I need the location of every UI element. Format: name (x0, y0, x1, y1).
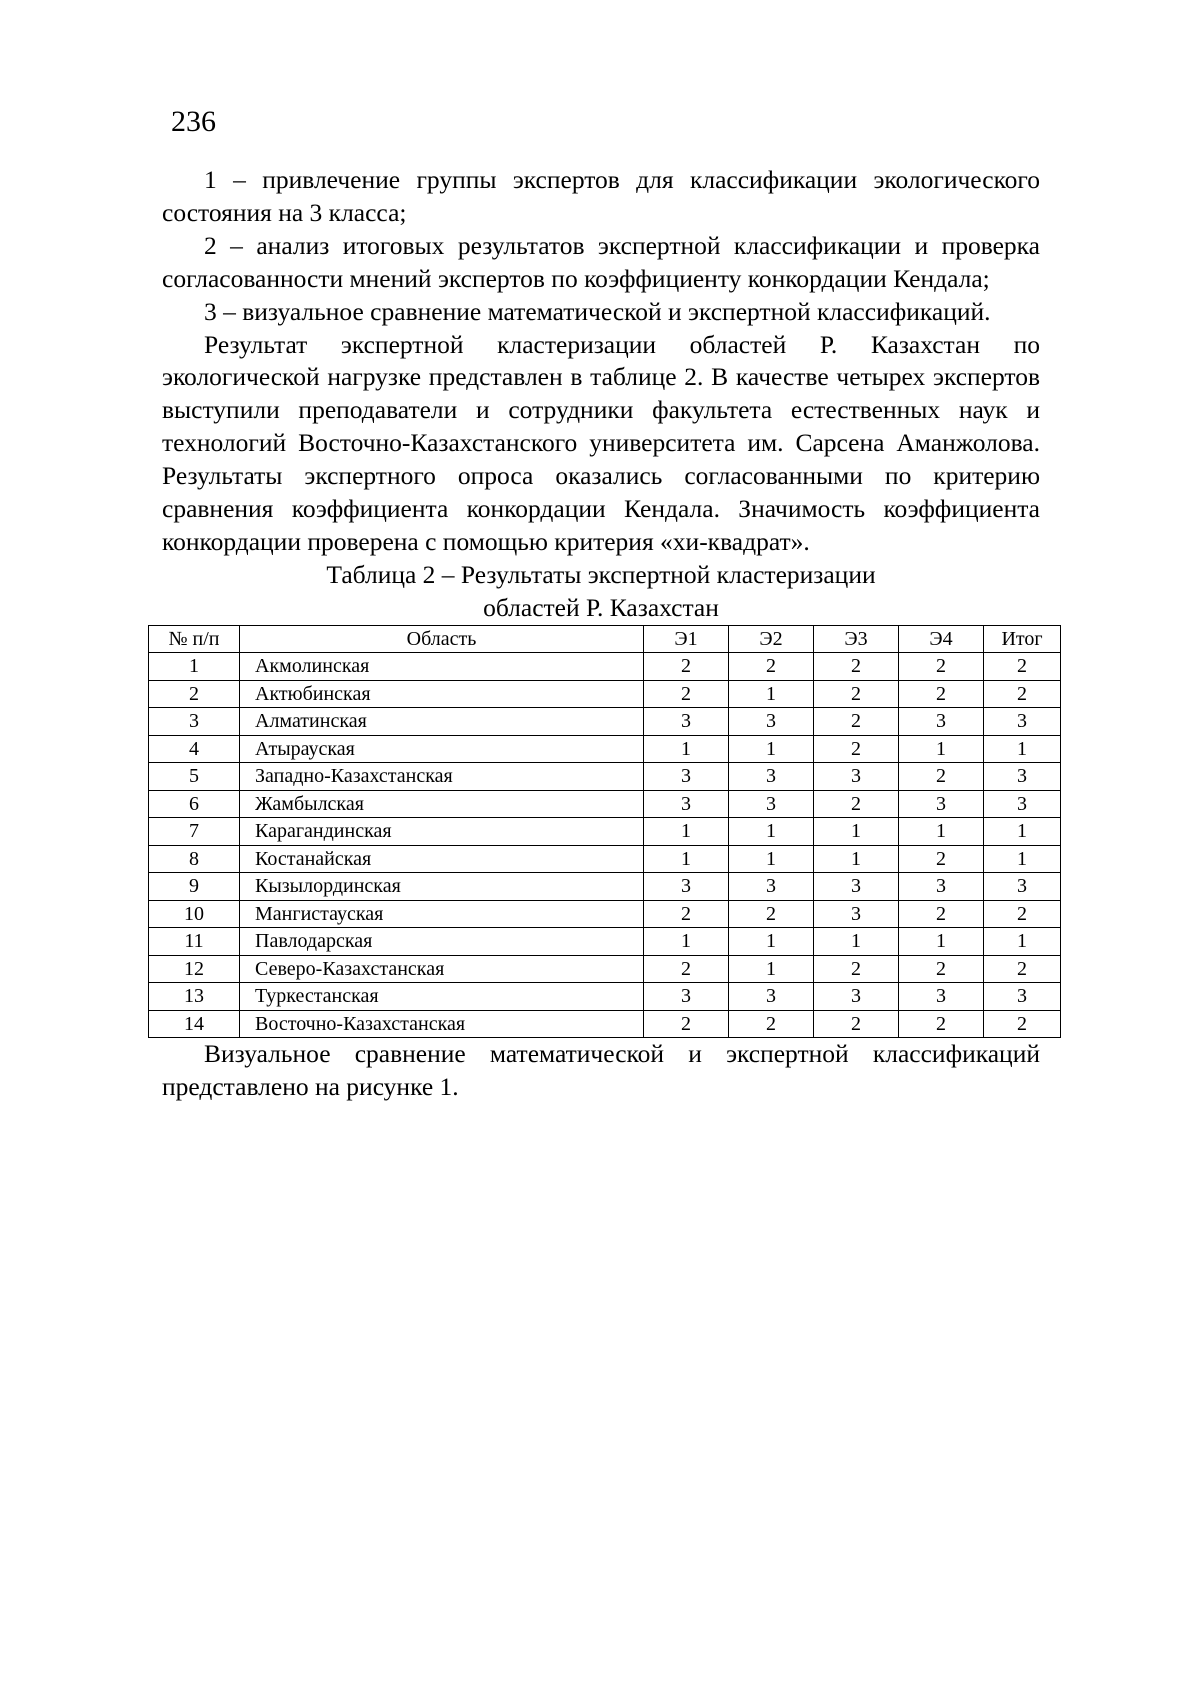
table-row (149, 708, 1061, 736)
table-row (149, 818, 1061, 846)
expert-1-class: 2 (644, 1010, 729, 1038)
region-name: Алматинская (240, 708, 644, 736)
expert-1-class: 3 (644, 873, 729, 901)
region-name: Акмолинская (240, 653, 644, 681)
table-row (149, 735, 1061, 763)
total-class: 2 (984, 900, 1061, 928)
header-region: Область (240, 625, 644, 653)
expert-3-class: 2 (814, 708, 899, 736)
row-number: 12 (149, 955, 240, 983)
expert-1-class: 2 (644, 955, 729, 983)
expert-4-class: 3 (899, 790, 984, 818)
expert-4-class: 2 (899, 763, 984, 791)
list-item-3: 3 – визуальное сравнение математической и экспертной классификаций. (204, 296, 991, 326)
row-number: 13 (149, 983, 240, 1011)
row-number: 7 (149, 818, 240, 846)
closing-paragraph: Визуальное сравнение математической и экспертной классификаций представлено на рисунке 1. (162, 1039, 1040, 1102)
expert-4-class: 3 (899, 983, 984, 1011)
expert-3-class: 2 (814, 653, 899, 681)
row-number: 10 (149, 900, 240, 928)
region-name: Жамбылская (240, 790, 644, 818)
expert-3-class: 2 (814, 955, 899, 983)
total-class: 1 (984, 845, 1061, 873)
total-class: 3 (984, 790, 1061, 818)
header-expert-4: Э4 (899, 625, 984, 653)
row-number: 4 (149, 735, 240, 763)
expert-3-class: 2 (814, 790, 899, 818)
expert-1-class: 1 (644, 735, 729, 763)
row-number: 5 (149, 763, 240, 791)
expert-3-class: 3 (814, 983, 899, 1011)
region-name: Восточно-Казахстанская (240, 1010, 644, 1038)
region-name: Мангистауская (240, 900, 644, 928)
expert-2-class: 1 (729, 955, 814, 983)
expert-3-class: 2 (814, 735, 899, 763)
total-class: 2 (984, 680, 1061, 708)
header-expert-3: Э3 (814, 625, 899, 653)
expert-4-class: 2 (899, 900, 984, 928)
expert-3-class: 1 (814, 818, 899, 846)
expert-1-class: 3 (644, 708, 729, 736)
table-caption-line-2: областей Р. Казахстан (483, 592, 719, 622)
results-table (148, 625, 1061, 1039)
expert-4-class: 2 (899, 955, 984, 983)
table-row (149, 790, 1061, 818)
expert-1-class: 2 (644, 680, 729, 708)
expert-1-class: 3 (644, 790, 729, 818)
expert-2-class: 2 (729, 900, 814, 928)
region-name: Туркестанская (240, 983, 644, 1011)
total-class: 3 (984, 763, 1061, 791)
expert-1-class: 1 (644, 845, 729, 873)
expert-1-class: 3 (644, 983, 729, 1011)
table-row (149, 653, 1061, 681)
expert-4-class: 2 (899, 1010, 984, 1038)
table-row (149, 763, 1061, 791)
expert-3-class: 2 (814, 1010, 899, 1038)
expert-3-class: 1 (814, 845, 899, 873)
expert-2-class: 3 (729, 708, 814, 736)
expert-1-class: 2 (644, 900, 729, 928)
header-expert-1: Э1 (644, 625, 729, 653)
expert-4-class: 2 (899, 653, 984, 681)
table-row (149, 680, 1061, 708)
row-number: 11 (149, 928, 240, 956)
header-number: № п/п (149, 625, 240, 653)
table-row (149, 900, 1061, 928)
expert-4-class: 3 (899, 873, 984, 901)
expert-2-class: 1 (729, 928, 814, 956)
total-class: 3 (984, 708, 1061, 736)
row-number: 14 (149, 1010, 240, 1038)
expert-4-class: 3 (899, 708, 984, 736)
table-row (149, 983, 1061, 1011)
row-number: 8 (149, 845, 240, 873)
expert-4-class: 1 (899, 928, 984, 956)
total-class: 3 (984, 983, 1061, 1011)
table-header-row (149, 625, 1061, 653)
expert-3-class: 3 (814, 873, 899, 901)
row-number: 6 (149, 790, 240, 818)
list-item-1: 1 – привлечение группы экспертов для классификации экологического состояния на 3 класса; (162, 165, 1040, 227)
total-class: 1 (984, 928, 1061, 956)
expert-2-class: 1 (729, 845, 814, 873)
table-caption-line-1: Таблица 2 – Результаты экспертной кластеризации (326, 559, 876, 589)
total-class: 1 (984, 735, 1061, 763)
region-name: Северо-Казахстанская (240, 955, 644, 983)
table-row (149, 928, 1061, 956)
results-paragraph: Результат экспертной кластеризации областей Р. Казахстан по экологической нагрузке представлен в таблице 2. В качестве четырех экспертов выступили преподаватели и сотрудники факультета естественных наук и технологий Восточно-Казахстанского университета им. Сарсена Аманжолова. Результаты экспертного опроса оказались согласованными по критерию сравнения коэффициента конкордации Кендала. Значимость коэффициента конкордации проверена с помощью критерия «хи-квадрат». (162, 329, 1040, 556)
region-name: Карагандинская (240, 818, 644, 846)
total-class: 1 (984, 818, 1061, 846)
table-row (149, 873, 1061, 901)
table-row (149, 845, 1061, 873)
expert-3-class: 3 (814, 763, 899, 791)
expert-1-class: 3 (644, 763, 729, 791)
page-number: 236 (171, 105, 216, 138)
expert-4-class: 1 (899, 735, 984, 763)
expert-1-class: 2 (644, 653, 729, 681)
region-name: Актюбинская (240, 680, 644, 708)
region-name: Атырауская (240, 735, 644, 763)
header-total: Итог (984, 625, 1061, 653)
total-class: 2 (984, 1010, 1061, 1038)
expert-2-class: 3 (729, 790, 814, 818)
header-expert-2: Э2 (729, 625, 814, 653)
expert-1-class: 1 (644, 818, 729, 846)
expert-3-class: 2 (814, 680, 899, 708)
expert-2-class: 1 (729, 680, 814, 708)
expert-2-class: 1 (729, 735, 814, 763)
expert-4-class: 1 (899, 818, 984, 846)
expert-2-class: 3 (729, 983, 814, 1011)
expert-2-class: 2 (729, 653, 814, 681)
region-name: Кызылординская (240, 873, 644, 901)
list-item-2: 2 – анализ итоговых результатов экспертной классификации и проверка согласованности мнений экспертов по коэффициенту конкордации Кендала; (162, 230, 1040, 293)
table-row (149, 1010, 1061, 1038)
expert-4-class: 2 (899, 845, 984, 873)
total-class: 2 (984, 653, 1061, 681)
expert-3-class: 3 (814, 900, 899, 928)
region-name: Западно-Казахстанская (240, 763, 644, 791)
document-body (162, 164, 1043, 1104)
region-name: Костанайская (240, 845, 644, 873)
expert-2-class: 3 (729, 763, 814, 791)
expert-1-class: 1 (644, 928, 729, 956)
total-class: 3 (984, 873, 1061, 901)
expert-2-class: 2 (729, 1010, 814, 1038)
table-body (149, 653, 1061, 1038)
row-number: 9 (149, 873, 240, 901)
row-number: 3 (149, 708, 240, 736)
expert-2-class: 1 (729, 818, 814, 846)
row-number: 1 (149, 653, 240, 681)
expert-3-class: 1 (814, 928, 899, 956)
table-row (149, 955, 1061, 983)
expert-4-class: 2 (899, 680, 984, 708)
expert-2-class: 3 (729, 873, 814, 901)
region-name: Павлодарская (240, 928, 644, 956)
total-class: 2 (984, 955, 1061, 983)
row-number: 2 (149, 680, 240, 708)
